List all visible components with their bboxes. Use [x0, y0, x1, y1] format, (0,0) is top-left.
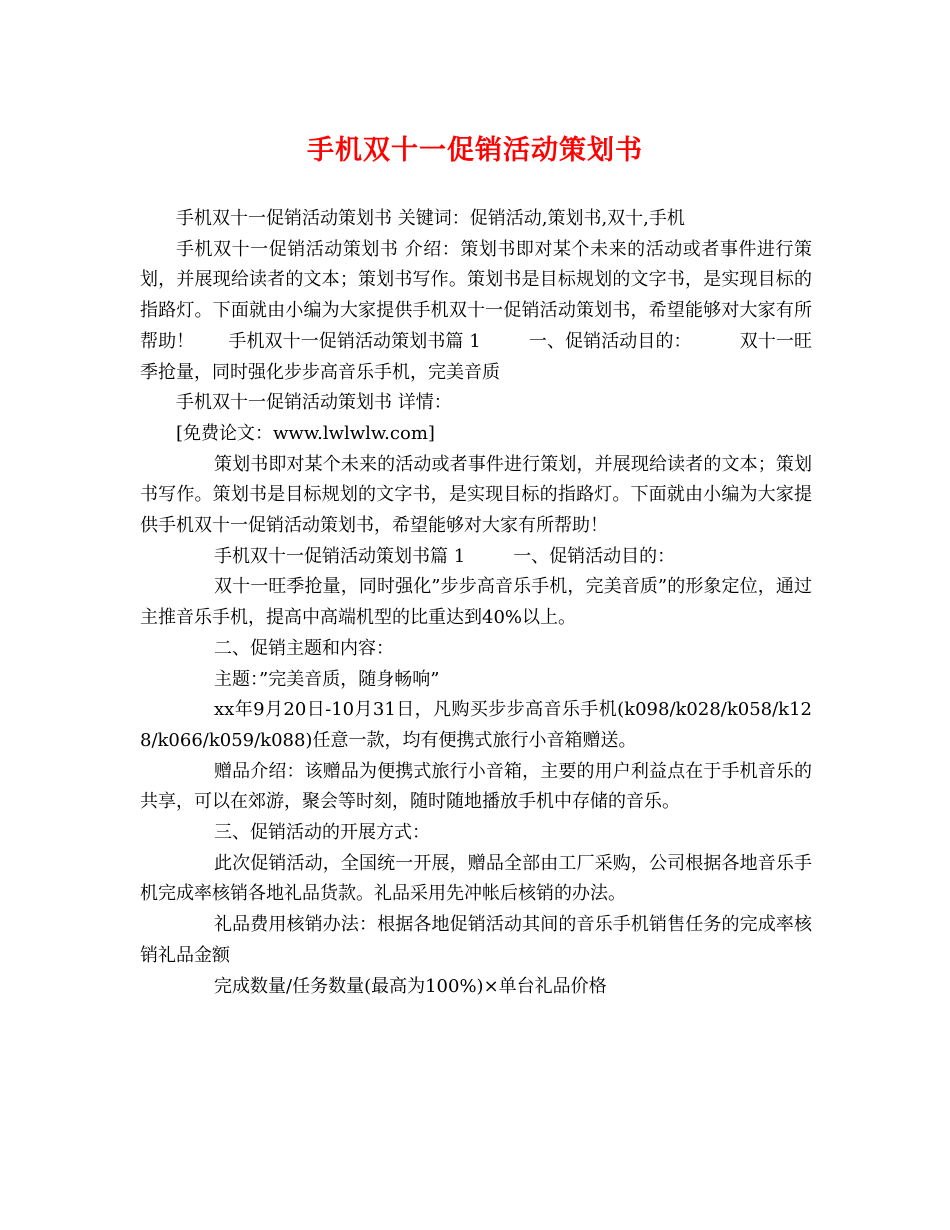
- intro-goal-text: 双十一旺季抢量，同时强化步步高音乐手机，完美音质: [140, 330, 813, 383]
- paragraph-theme: 主题：”完美音质，随身畅响”: [214, 668, 440, 690]
- section-label: 手机双十一促销活动策划书篇 1: [214, 545, 466, 567]
- intro-goal-heading: 一、促销活动目的：: [528, 330, 692, 352]
- paragraph-promotion-period: xx年9月20日-10月31日，凡购买步步高音乐手机(k098/k028/k058/k128/k066/k059/k088)任意一款，均有便携式旅行小音箱赠送。: [140, 699, 812, 751]
- keywords-line: 手机双十一促销活动策划书 关键词：促销活动,策划书,双十,手机: [176, 208, 685, 229]
- paragraph-formula: 完成数量/任务数量(最高为100%)×单台礼品价格: [214, 975, 607, 997]
- heading-method: 三、促销活动的开展方式：: [214, 822, 430, 844]
- section-heading-line: [140, 542, 812, 573]
- heading-theme-content: 二、促销主题和内容：: [214, 637, 394, 659]
- document-title: 手机双十一促销活动策划书: [307, 135, 643, 166]
- intro-paragraph: [140, 235, 812, 389]
- document-body: [140, 204, 812, 1002]
- source-line: [免费论文：www.lwlwlw.com]: [176, 422, 435, 444]
- paragraph-intro: 策划书即对某个未来的活动或者事件进行策划，并展现给读者的文本；策划书写作。策划书是目标规划的文字书，是实现目标的指路灯。下面就由小编为大家提供手机双十一促销活动策划书，希望能够对大家有所帮助！: [140, 453, 812, 537]
- goal-heading: 一、促销活动目的：: [513, 545, 676, 567]
- details-label: 手机双十一促销活动策划书 详情：: [176, 392, 452, 414]
- intro-section-label: 手机双十一促销活动策划书篇 1: [228, 330, 481, 352]
- intro-text: 手机双十一促销活动策划书 介绍：策划书即对某个未来的活动或者事件进行策划，并展现给读者的文本；策划书写作。策划书是目标规划的文字书，是实现目标的指路灯。下面就由小编为大家提供手机双十一促销活动策划书，希望能够对大家有所帮助！: [140, 238, 812, 352]
- paragraph-goal: 双十一旺季抢量，同时强化”步步高音乐手机，完美音质”的形象定位，通过主推音乐手机，提高中高端机型的比重达到40%以上。: [140, 576, 812, 629]
- paragraph-gift-intro: 赠品介绍：该赠品为便携式旅行小音箱，主要的用户利益点在于手机音乐的共享，可以在郊游，聚会等时刻，随时随地播放手机中存储的音乐。: [140, 760, 812, 813]
- paragraph-method: 此次促销活动，全国统一开展，赠品全部由工厂采购，公司根据各地音乐手机完成率核销各地礼品货款。礼品采用先冲帐后核销的办法。: [140, 852, 812, 905]
- paragraph-gift-cost: 礼品费用核销办法：根据各地促销活动其间的音乐手机销售任务的完成率核销礼品金额: [140, 914, 812, 966]
